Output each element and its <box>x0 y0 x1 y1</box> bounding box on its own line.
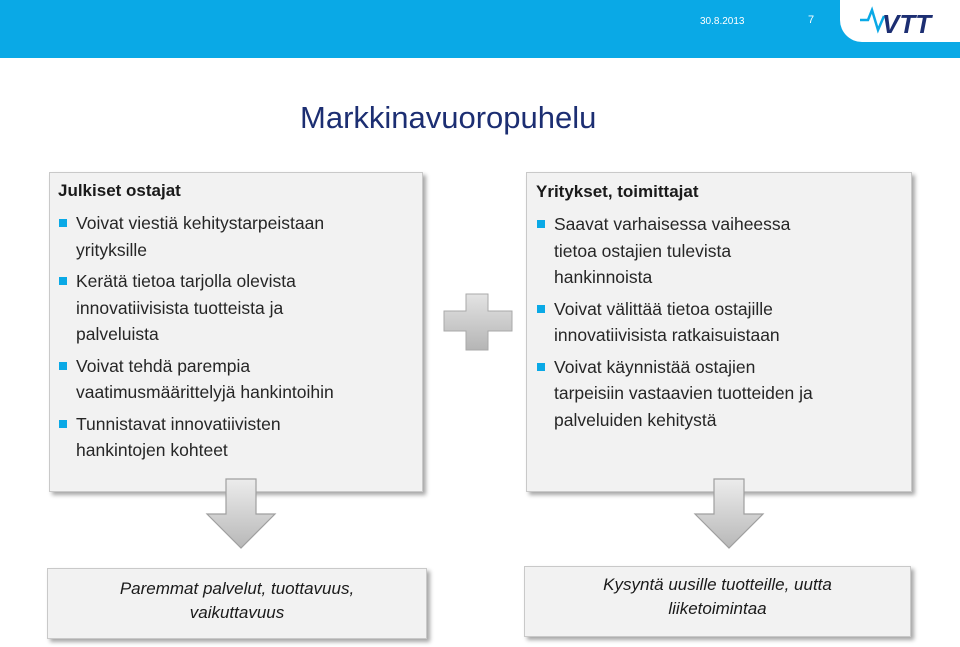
list-item: Saavat varhaisessa vaiheessa tietoa ostajien tulevista hankinnoista <box>536 211 906 291</box>
list-item: Voivat välittää tietoa ostajille innovatiivisista ratkaisuistaan <box>536 296 906 349</box>
public-buyers-panel <box>49 172 423 492</box>
panel-heading: Julkiset ostajat <box>58 181 181 200</box>
arrow-down-icon <box>205 478 277 550</box>
list-item: Tunnistavat innovatiivisten hankintojen kohteet <box>58 411 418 464</box>
outcome-box-companies: Kysyntä uusille tuotteille, uutta liiketoimintaa <box>524 566 911 637</box>
logo-area <box>840 0 960 42</box>
arrow-down-icon <box>693 478 765 550</box>
square-bullet-icon <box>537 363 545 371</box>
companies-panel <box>526 172 912 492</box>
bullet-list <box>536 211 906 438</box>
header-bar <box>0 0 960 58</box>
list-item: Kerätä tietoa tarjolla olevista innovatiivisista tuotteista ja palveluista <box>58 268 418 348</box>
page-number: 7 <box>808 14 815 26</box>
logo-text: VTT <box>882 9 932 38</box>
outcome-box-public: Paremmat palvelut, tuottavuus, vaikuttavuus <box>47 568 427 639</box>
page-title: Markkinavuoropuhelu <box>300 100 597 135</box>
bullet-list <box>58 210 418 469</box>
square-bullet-icon <box>537 305 545 313</box>
list-item: Voivat tehdä parempia vaatimusmäärittelyjä hankintoihin <box>58 353 418 406</box>
vtt-logo-icon <box>858 6 950 38</box>
plus-icon <box>442 292 514 352</box>
square-bullet-icon <box>59 219 67 227</box>
list-item: Voivat käynnistää ostajien tarpeisiin vastaavien tuotteiden ja palveluiden kehitystä <box>536 354 906 434</box>
square-bullet-icon <box>59 362 67 370</box>
list-item: Voivat viestiä kehitystarpeistaan yrityksille <box>58 210 418 263</box>
panel-heading: Yritykset, toimittajat <box>536 182 699 201</box>
square-bullet-icon <box>537 220 545 228</box>
square-bullet-icon <box>59 277 67 285</box>
square-bullet-icon <box>59 420 67 428</box>
slide-date: 30.8.2013 <box>700 16 745 27</box>
